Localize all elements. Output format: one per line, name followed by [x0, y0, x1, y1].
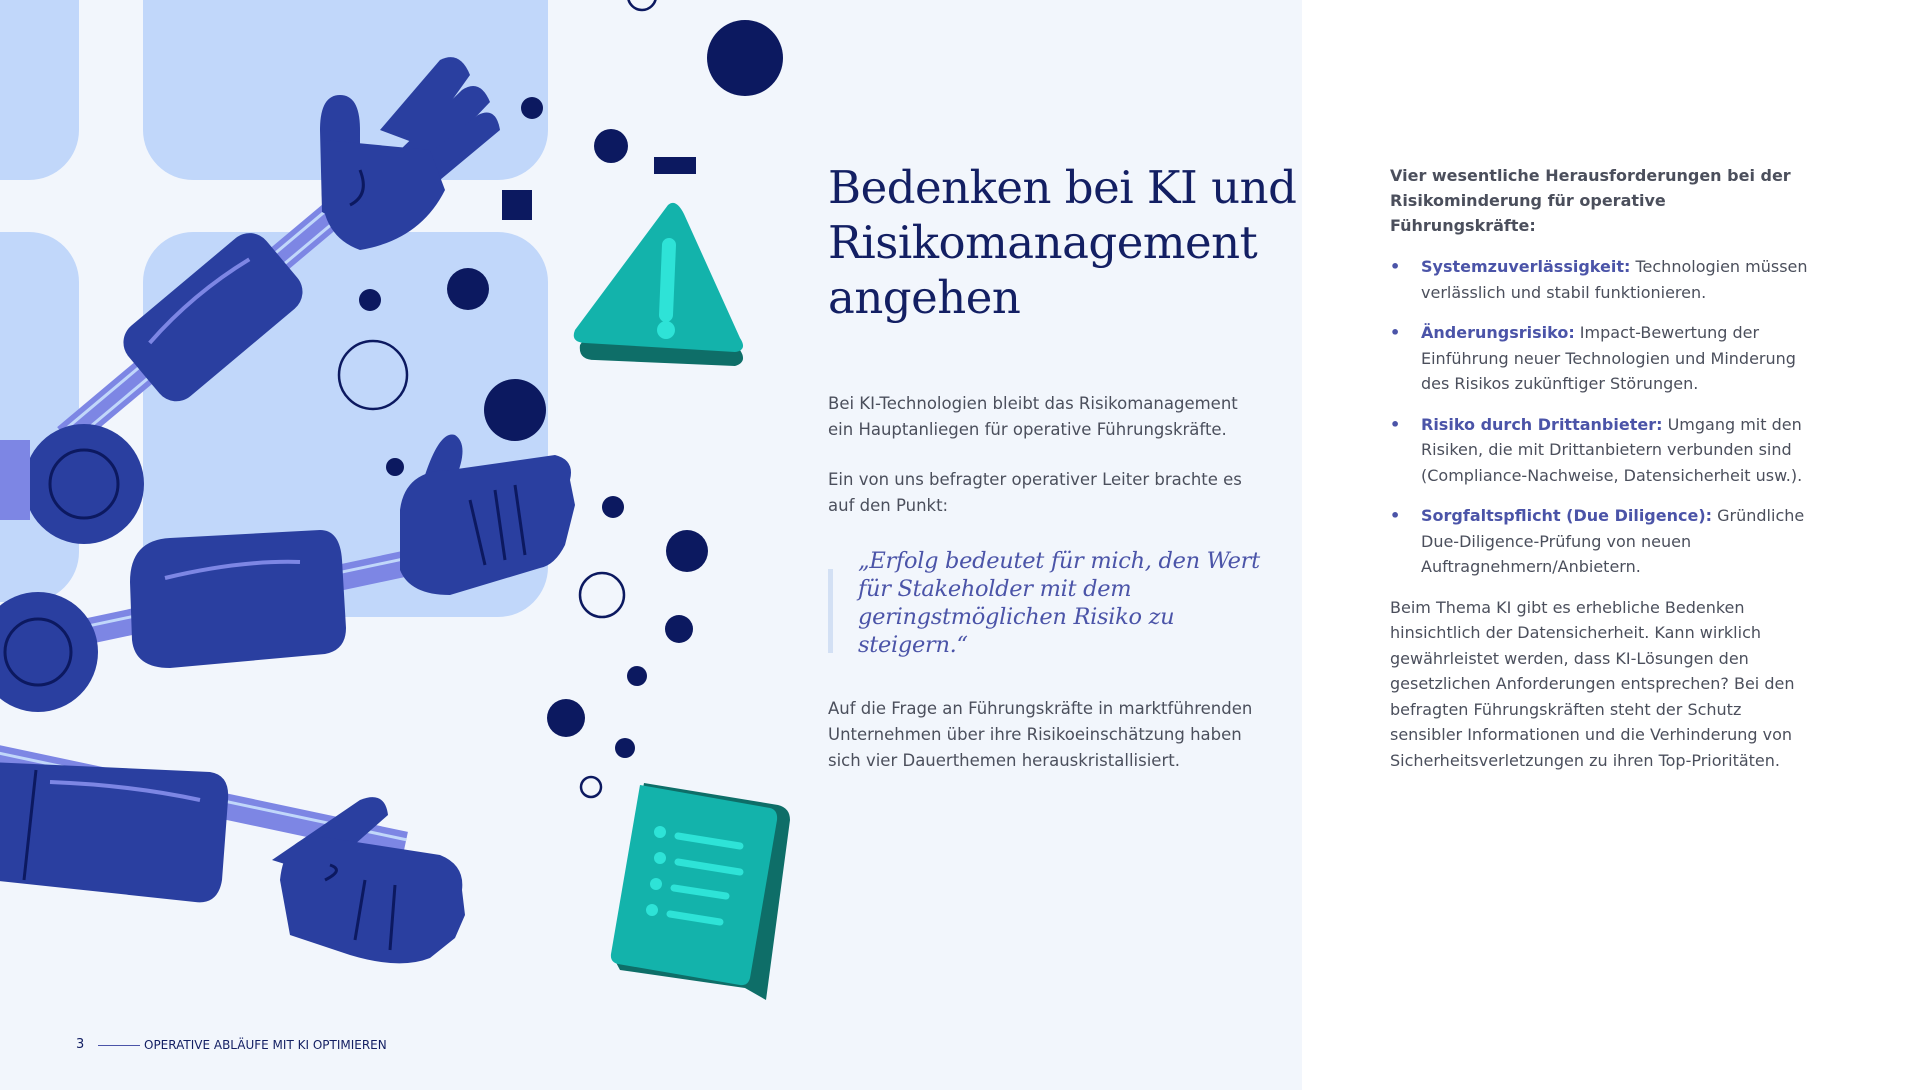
bullet-icon: • [1390, 257, 1401, 276]
list-item [1390, 412, 1810, 489]
findings-paragraph: Auf die Frage an Führungskräfte in marktführenden Unternehmen über ihre Risikoeinschätzung haben sich vier Dauerthemen herauskristallisiert. [828, 699, 1253, 770]
document-book-icon [611, 783, 790, 1000]
challenge-text: Umgang mit den Risiken, die mit Drittanbietern verbunden sind (Compliance-Nachweise, Datensicherheit usw.). [1421, 414, 1803, 485]
challenge-term: Risiko durch Drittanbieter: [1421, 414, 1663, 434]
challenge-text: Impact-Bewertung der Einführung neuer Technologien und Minderung des Risikos zukünftiger Störungen. [1421, 323, 1796, 393]
robot-arms-illustration [0, 0, 820, 1090]
challenge-term: Sorgfaltspflicht (Due Diligence): [1421, 506, 1713, 525]
challenge-text: Gründliche Due-Diligence-Prüfung von neuen Auftragnehmern/Anbietern. [1421, 506, 1805, 576]
challenges-intro: Vier wesentliche Herausforderungen bei der Risikominderung für operative Führungskräfte: [1390, 166, 1791, 235]
closing-paragraph: Beim Thema KI gibt es erhebliche Bedenken hinsichtlich der Datensicherheit. Kann wirklich gewährleistet werden, dass KI-Lösungen den gesetzlichen Anforderungen entsprechen? Bei den befragten Führungskräften steht der Schutz sensibler Informationen und die Verhinderung von Sicherheitsverletzungen zu ihren Top-Prioritäten. [1390, 597, 1795, 770]
page-title: Bedenken bei KI und Risikomanagement angehen [828, 161, 1297, 324]
robot-arm-lower [0, 745, 465, 964]
footer-divider [98, 1045, 140, 1046]
list-item [1390, 254, 1810, 305]
pull-quote [828, 548, 1268, 658]
list-item [1390, 320, 1810, 397]
challenge-term: Systemzuverlässigkeit: [1421, 257, 1631, 276]
list-item [1390, 503, 1810, 580]
bullet-icon: • [1390, 414, 1401, 434]
lead-paragraph: Ein von uns befragter operativer Leiter brachte es auf den Punkt: [828, 470, 1242, 515]
bullet-icon: • [1390, 323, 1401, 342]
footer-label: OPERATIVE ABLÄUFE MIT KI OPTIMIEREN [144, 1038, 387, 1052]
challenge-term: Änderungsrisiko: [1421, 323, 1575, 342]
quote-bar [828, 569, 833, 653]
warning-triangle-icon [574, 203, 743, 366]
page-number: 3 [76, 1037, 85, 1052]
challenge-text: Technologien müssen verlässlich und stabil funktionieren. [1421, 257, 1808, 302]
quote-text: „Erfolg bedeutet für mich, den Wert für Stakeholder mit dem geringstmöglichen Risiko zu steigern.“ [858, 548, 1260, 658]
bullet-icon: • [1390, 506, 1401, 525]
right-column [1390, 163, 1810, 773]
intro-paragraph: Bei KI-Technologien bleibt das Risikomanagement ein Hauptanliegen für operative Führungskräfte. [828, 394, 1238, 439]
challenges-list [1390, 254, 1810, 580]
